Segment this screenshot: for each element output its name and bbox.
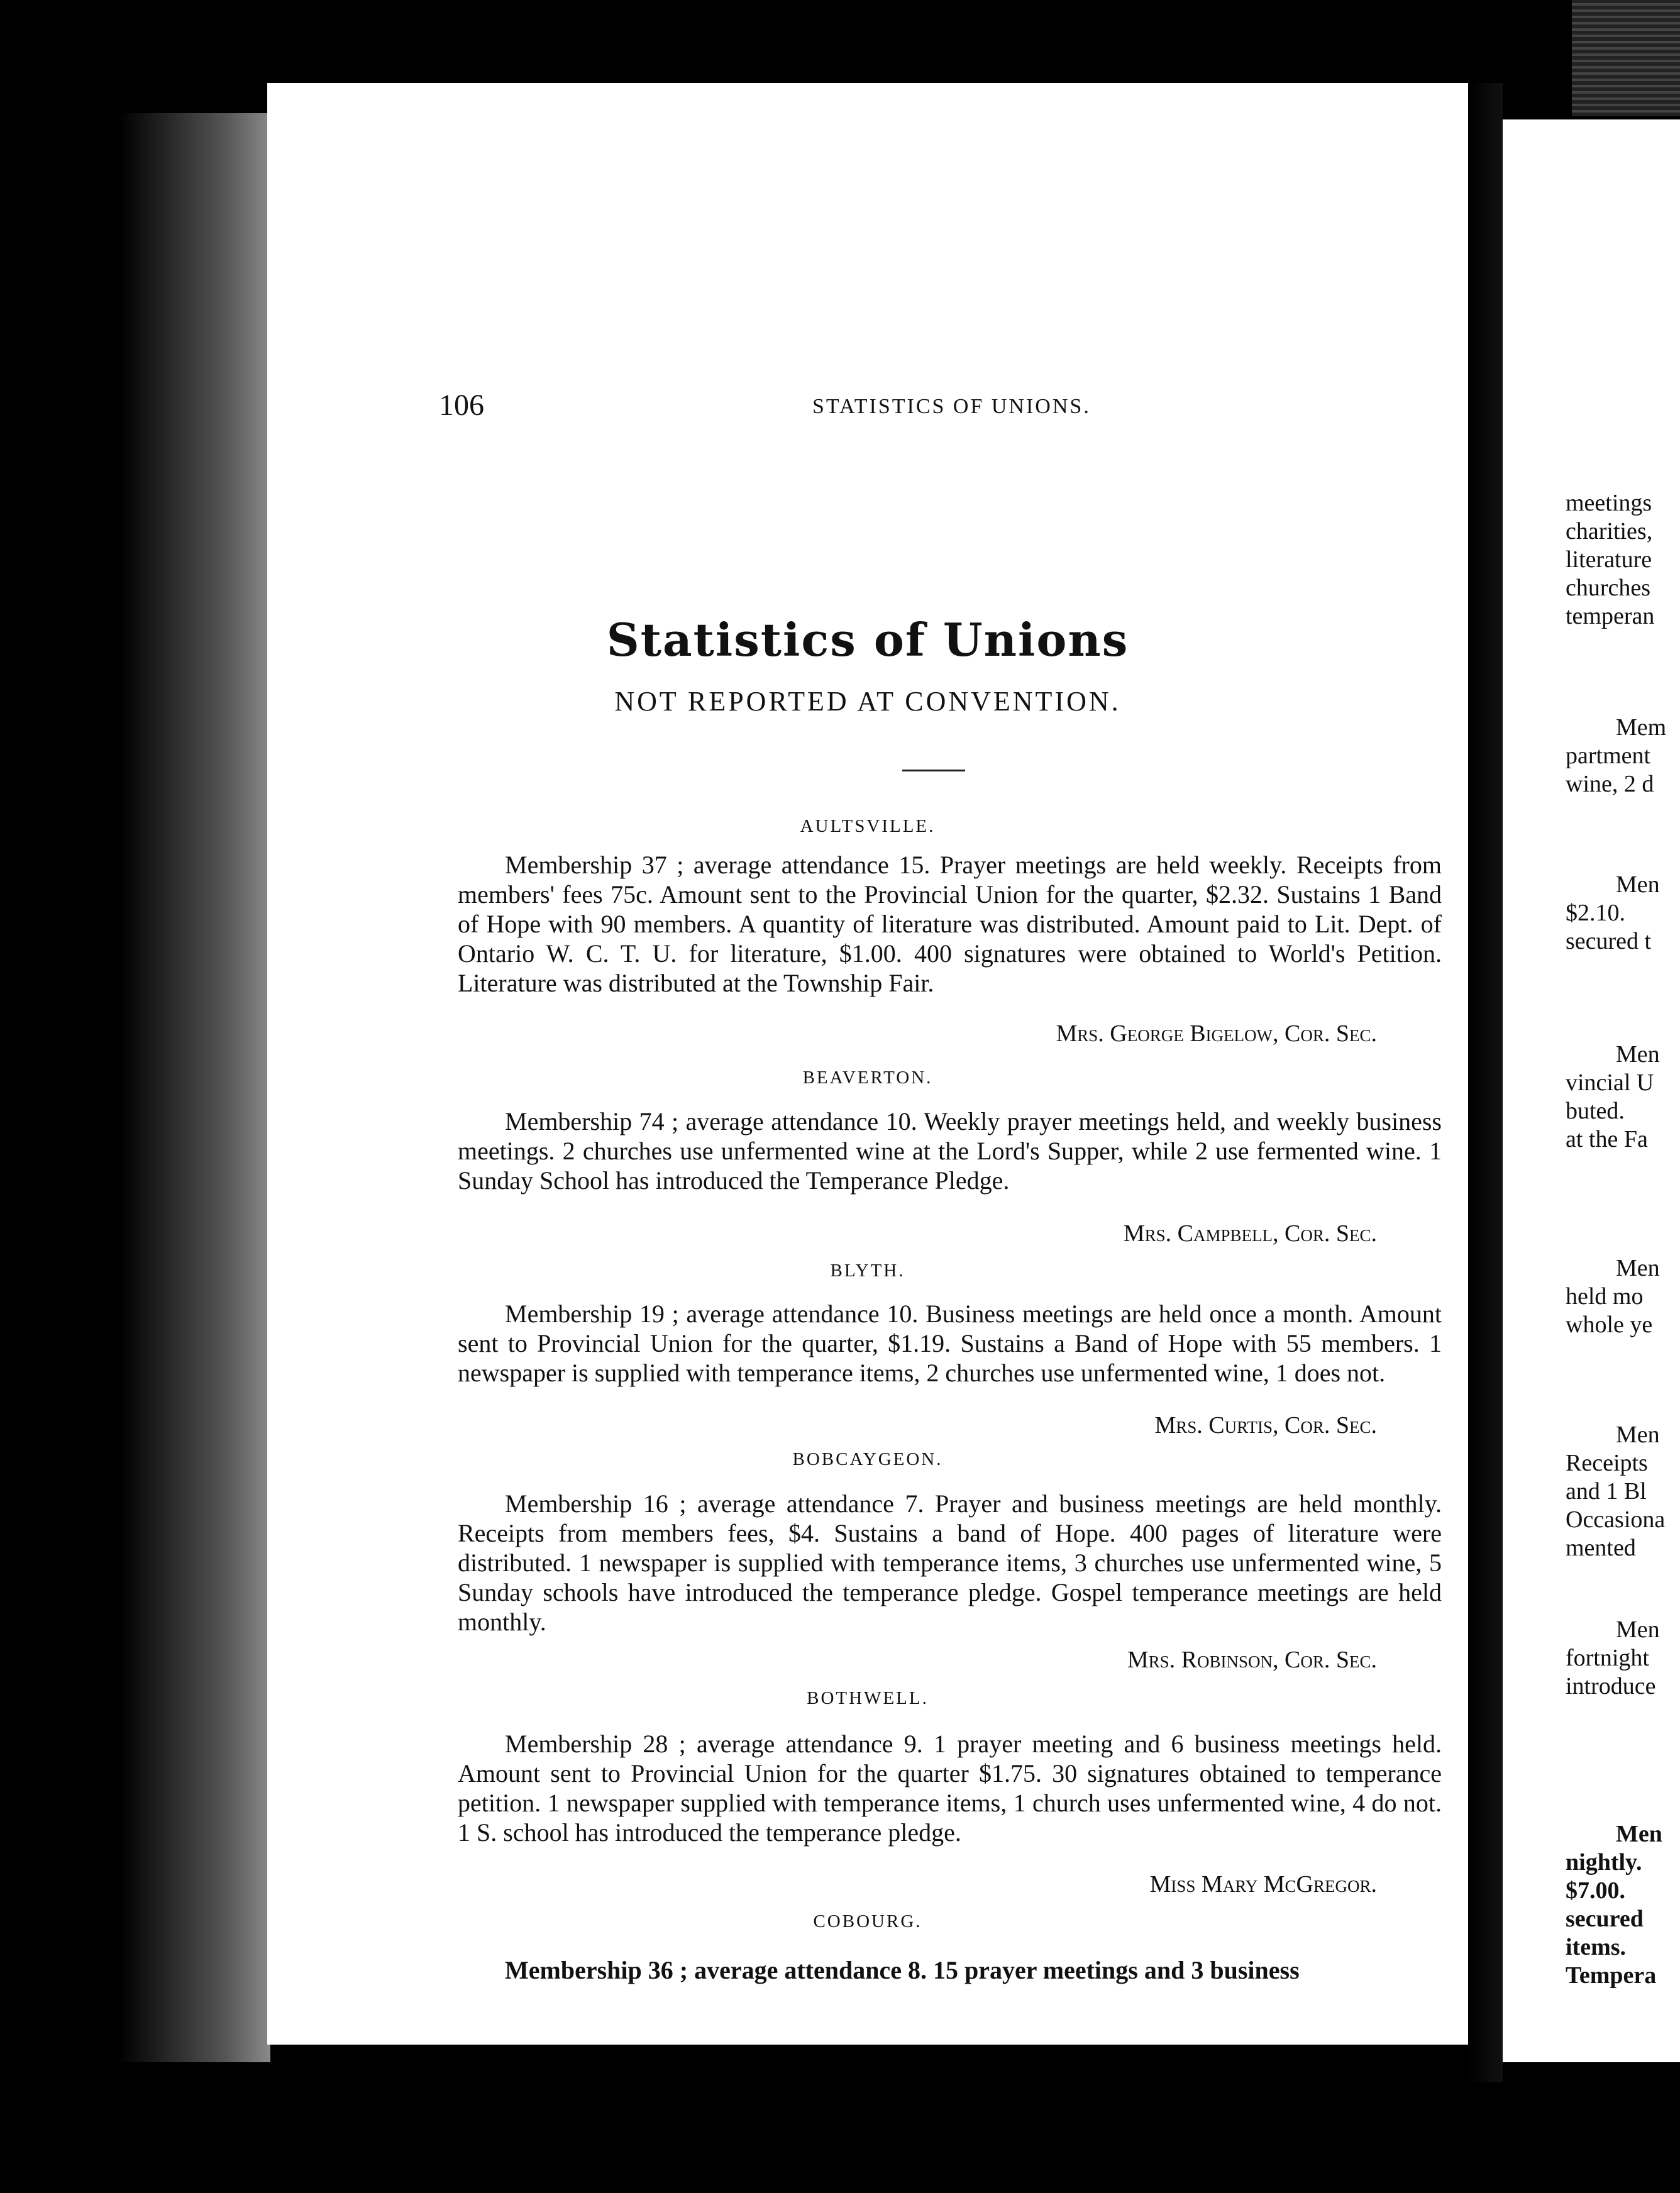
union-name-beaverton: BEAVERTON.: [802, 1068, 933, 1088]
right-line: partment: [1566, 743, 1651, 769]
right-line: Mem: [1616, 714, 1667, 741]
right-line: temperan: [1566, 603, 1655, 629]
right-line: Men: [1616, 1821, 1662, 1847]
union-name-aultsville: AULTSVILLE.: [800, 816, 936, 836]
right-fragment-2: [1566, 714, 1679, 798]
right-line: vincial U: [1566, 1069, 1654, 1096]
union-report-cobourg: Membership 36 ; average attendance 8. 15 prayer meetings and 3 business: [505, 1956, 1300, 1984]
book-spine: [119, 113, 270, 2062]
right-line: meetings: [1566, 490, 1652, 516]
signature-aultsville: Mrs. George Bigelow, Cor. Sec.: [1056, 1020, 1377, 1047]
right-line: whole ye: [1566, 1312, 1653, 1338]
page-number: 106: [439, 389, 484, 422]
right-line: Receipts: [1566, 1450, 1648, 1476]
right-line: fortnight: [1566, 1645, 1649, 1671]
right-line: items.: [1566, 1934, 1627, 1960]
signature-bobcaygeon: Mrs. Robinson, Cor. Sec.: [1127, 1647, 1377, 1673]
right-fragment-6: [1566, 1421, 1679, 1562]
union-report-bothwell: Membership 28 ; average attendance 9. 1 prayer meeting and 6 business meetings held. Amount sent to Provincial Union for the quarter $1.75. 30 signatures obtained to temperance petition. 1 newspaper supplied with temperance items, 1 church uses unfermented wine, 4 do not. 1 S. school has introduced the temperance pledge.: [458, 1730, 1442, 1847]
right-line: held mo: [1566, 1283, 1644, 1310]
right-line: secured t: [1566, 928, 1652, 954]
right-line: nightly.: [1566, 1849, 1642, 1875]
right-line: mented: [1566, 1535, 1636, 1561]
right-fragment-1: [1566, 489, 1679, 631]
right-line: buted.: [1566, 1098, 1625, 1124]
union-report-aultsville: Membership 37 ; average attendance 15. Prayer meetings are held weekly. Receipts from members' fees 75c. Amount sent to the Provincial Union for the quarter, $2.32. Sustains 1 Band of Hope with 90 members. A quantity of literature was distributed. Amount paid to Lit. Dept. of Ontario W. C. T. U. for literature, $1.00. 400 signatures were obtained to World's Petition. Literature was distributed at the Township Fair.: [458, 851, 1442, 997]
right-fragment-3: [1566, 871, 1679, 956]
union-name-blyth: BLYTH.: [830, 1261, 905, 1281]
right-line: Men: [1616, 1422, 1660, 1448]
signature-bothwell: Miss Mary McGregor.: [1149, 1871, 1377, 1897]
union-name-bobcaygeon: BOBCAYGEON.: [792, 1449, 943, 1469]
page-title: Statistics of Unions: [606, 613, 1129, 666]
right-line: churches: [1566, 575, 1651, 601]
right-line: wine, 2 d: [1566, 771, 1654, 797]
right-fragment-8: [1566, 1820, 1679, 1990]
signature-beaverton: Mrs. Campbell, Cor. Sec.: [1123, 1220, 1377, 1247]
union-name-cobourg: COBOURG.: [813, 1911, 922, 1931]
right-line: and 1 Bl: [1566, 1478, 1647, 1505]
page-subtitle: NOT REPORTED AT CONVENTION.: [614, 686, 1121, 717]
right-line: at the Fa: [1566, 1126, 1648, 1152]
right-line: $2.10.: [1566, 900, 1625, 926]
right-line: charities,: [1566, 518, 1653, 544]
right-line: Men: [1616, 871, 1660, 898]
right-line: introduce: [1566, 1673, 1656, 1699]
right-fragment-7: [1566, 1616, 1679, 1701]
right-line: Men: [1616, 1255, 1660, 1281]
union-report-beaverton: Membership 74 ; average attendance 10. Weekly prayer meetings held, and weekly business meetings. 2 churches use unfermented wine at the Lord's Supper, while 2 use fermented wine. 1 Sunday School has introduced the Temperance Pledge.: [458, 1107, 1442, 1195]
right-line: $7.00.: [1566, 1877, 1625, 1904]
right-fragment-5: [1566, 1254, 1679, 1339]
title-rule: [902, 770, 965, 771]
book-tab: [1572, 0, 1680, 116]
union-report-bobcaygeon: Membership 16 ; average attendance 7. Prayer and business meetings are held monthly. Receipts from members fees, $4. Sustains a band of Hope. 400 pages of literature were distributed. 1 newspaper is supplied with temperance items, 3 churches use unfermented wine, 5 Sunday schools have introduced the temperance pledge. Gospel temperance meetings are held monthly.: [458, 1489, 1442, 1636]
running-title: STATISTICS OF UNIONS.: [812, 395, 1091, 418]
right-line: Men: [1616, 1616, 1660, 1643]
right-line: Occasiona: [1566, 1506, 1666, 1533]
union-name-bothwell: BOTHWELL.: [807, 1688, 929, 1708]
union-report-blyth: Membership 19 ; average attendance 10. Business meetings are held once a month. Amount sent to Provincial Union for the quarter, $1.19. Sustains a Band of Hope with 55 members. 1 newspaper is supplied with temperance items, 2 churches use unfermented wine, 1 does not.: [458, 1300, 1442, 1387]
right-fragment-4: [1566, 1041, 1679, 1154]
right-line: Men: [1616, 1041, 1660, 1068]
right-line: Tempera: [1566, 1962, 1657, 1989]
page-gutter: [1468, 83, 1503, 2082]
right-line: literature: [1566, 546, 1652, 573]
signature-blyth: Mrs. Curtis, Cor. Sec.: [1154, 1412, 1377, 1439]
right-line: secured: [1566, 1906, 1644, 1932]
